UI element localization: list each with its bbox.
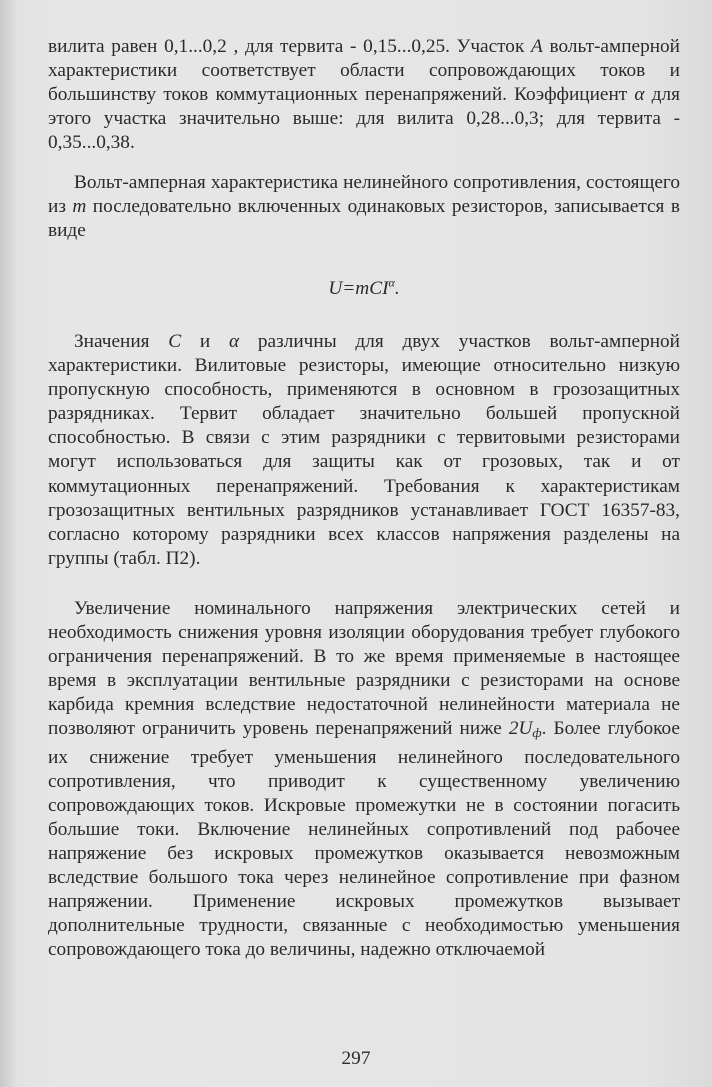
p3-symbol-alpha: α bbox=[229, 331, 240, 352]
p1-symbol-a: A bbox=[531, 36, 543, 57]
formula bbox=[48, 277, 680, 301]
paragraph-1 bbox=[48, 35, 680, 155]
p4-text-2: . Более глубокое их снижение требует уменьшения нелинейного последовательного сопротивления, что приводит к существенному увеличению сопровождающих токов. Искровые промежутки не в состоянии погасить большие токи. Включение нелинейных сопротивлений под рабочее напряжение без искровых промежутков оказывается невозможным вследствие большого тока через нелинейное сопротивление при фазном напряжении. Применение искровых промежутков вызывает дополнительные трудности, связанные с необходимостью уменьшения сопровождающего тока до величины, надежно отключаемой bbox=[48, 718, 680, 961]
p1-text-2: вольт-амперной характеристики соответствует области сопровождающих токов и большинству токов коммутационных перенапряжений. Коэффициент bbox=[48, 36, 680, 106]
p2-text-2: последовательно включенных одинаковых резисторов, записывается в виде bbox=[48, 196, 680, 242]
formula-tail: . bbox=[394, 278, 400, 299]
p3-text-2: и bbox=[181, 331, 230, 352]
formula-base: U=mCI bbox=[328, 278, 389, 299]
p3-text-3: различны для двух участков вольт-амперной характеристики. Вилитовые резисторы, имеющие относительно низкую пропускную способность, применяются в основном в грозозащитных разрядниках. Тервит обладает значительно большей пропускной способностью. В связи с этим разрядники с тервитовыми резисторами могут использоваться для защиты как от грозовых, так и от коммутационных перенапряжений. Требования к характеристикам грозозащитных вентильных разрядников устанавливает ГОСТ 16357-83, согласно которому разрядники всех классов напряжения разделены на группы (табл. П2). bbox=[48, 331, 680, 569]
p2-text-1: Вольт-амперная характеристика нелинейного сопротивления, состоящего из bbox=[48, 172, 680, 218]
p2-symbol-m: m bbox=[72, 196, 87, 218]
p4-symbol-subscript: ф bbox=[532, 725, 542, 741]
p1-symbol-alpha: α bbox=[634, 84, 645, 106]
p3-symbol-c: C bbox=[168, 331, 182, 352]
paragraph-2 bbox=[48, 171, 680, 243]
p4-symbol-2u: 2U bbox=[508, 718, 533, 740]
p4-text-1: Увеличение номинального напряжения электрических сетей и необходимость снижения уровня изоляции оборудования требует глубокого ограничения перенапряжений. В то же время применяемые в настоящее время в эксплуатации вентильные разрядники с резисторами на основе карбида кремния вследствие недостаточной нелинейности материала не позволяют ограничить уровень перенапряжений ниже bbox=[48, 598, 680, 740]
p1-text-1: вилита равен 0,1...0,2 , для тервита - 0,15...0,25. Участок bbox=[48, 36, 532, 57]
page-number: 297 bbox=[341, 1048, 371, 1069]
paragraph-3 bbox=[48, 330, 680, 571]
p3-text-1: Значения bbox=[74, 331, 169, 352]
paragraph-4 bbox=[48, 597, 680, 962]
p1-text-3: для этого участка значительно выше: для вилита 0,28...0,3; для тервита - 0,35...0,38. bbox=[48, 84, 680, 154]
formula-exponent: α bbox=[388, 275, 395, 290]
